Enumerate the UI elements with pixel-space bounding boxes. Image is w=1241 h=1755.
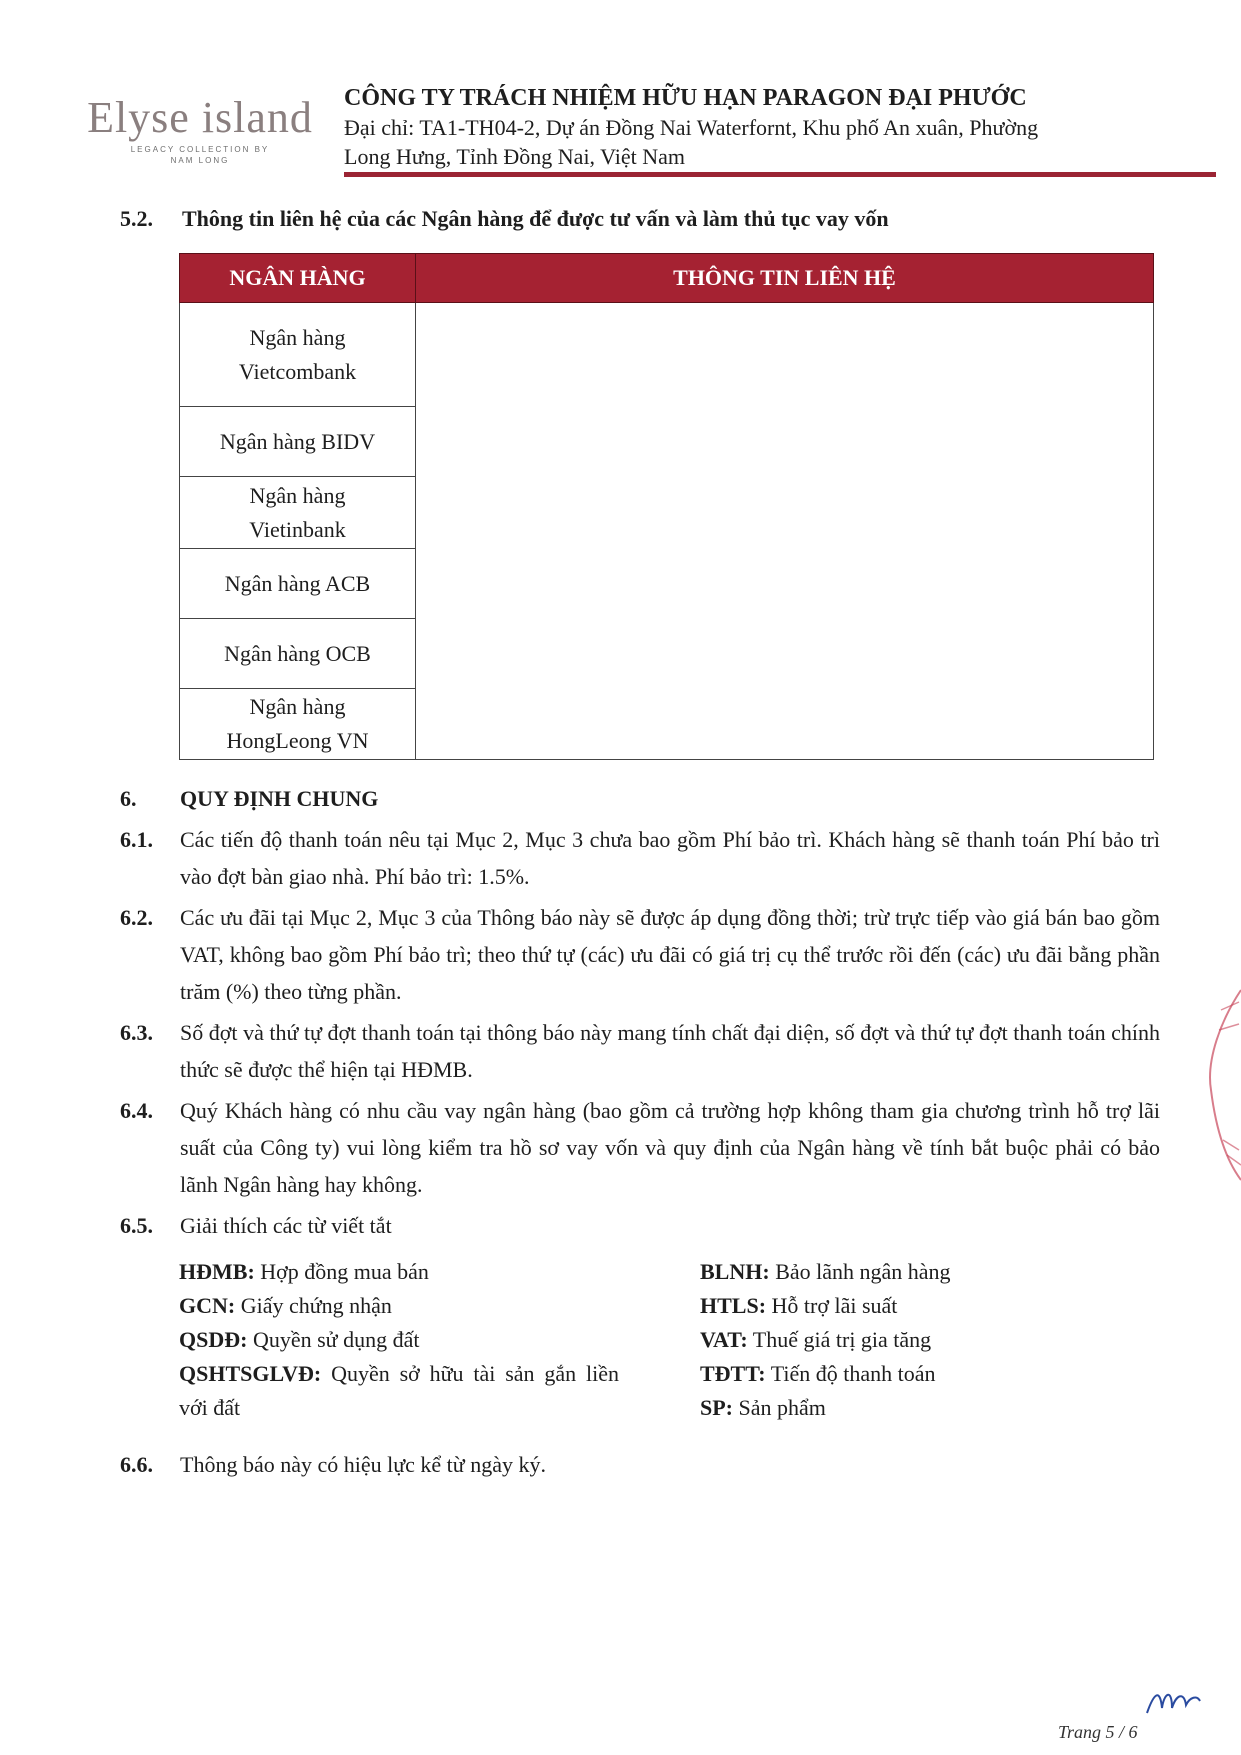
- item-text: Số đợt và thứ tự đợt thanh toán tại thông báo này mang tính chất đại diện, số đợt và thứ tự đợt thanh toán chính thức sẽ được thể hiện tại HĐMB.: [180, 1020, 1160, 1082]
- section-6-heading: [120, 780, 1160, 817]
- bank-name: Ngân hàng Vietcombank: [238, 324, 357, 384]
- item-number: 6.3.: [120, 1020, 153, 1045]
- item-text: Các tiến độ thanh toán nêu tại Mục 2, Mục 3 chưa bao gồm Phí bảo trì. Khách hàng sẽ thanh toán Phí bảo trì vào đợt bàn giao nhà. Phí bảo trì: 1.5%.: [180, 827, 1160, 889]
- contact-cell: [416, 303, 1154, 760]
- bank-cell: [180, 549, 416, 619]
- item-number: 6.4.: [120, 1098, 153, 1123]
- logo-subtitle: [80, 144, 320, 166]
- initials-signature: [1142, 1683, 1202, 1723]
- item-number: 6.2.: [120, 905, 153, 930]
- column-header-contact: THÔNG TIN LIÊN HỆ: [416, 254, 1154, 303]
- bank-contact-table: [179, 253, 1154, 760]
- company-name: CÔNG TY TRÁCH NHIỆM HỮU HẠN PARAGON ĐẠI PHƯỚC: [344, 85, 1027, 111]
- abbreviation-row: HTLS: Hỗ trợ lãi suất: [700, 1293, 898, 1318]
- section-number: 5.2.: [120, 206, 153, 231]
- item-text: Thông báo này có hiệu lực kể từ ngày ký.: [180, 1452, 546, 1477]
- list-item: [120, 1014, 1160, 1088]
- item-text: Quý Khách hàng có nhu cầu vay ngân hàng (bao gồm cả trường hợp không tham gia chương trình hỗ trợ lãi suất của Công ty) vui lòng kiểm tra hồ sơ vay vốn và quy định của Ngân hàng về tính bắt buộc phải có bảo lãnh Ngân hàng hay không.: [180, 1098, 1160, 1197]
- section-6: [120, 780, 1160, 1248]
- abbreviation-row: GCN: Giấy chứng nhận: [179, 1293, 392, 1318]
- column-header-bank: NGÂN HÀNG: [180, 254, 416, 303]
- logo-subtitle-line2: NAM LONG: [170, 156, 230, 165]
- list-item: [120, 1092, 1160, 1203]
- bank-name: Ngân hàng ACB: [224, 570, 371, 596]
- abbreviation-row: BLNH: Bảo lãnh ngân hàng: [700, 1259, 951, 1284]
- bank-name: Ngân hàng BIDV: [219, 428, 376, 454]
- list-item: [120, 1207, 1160, 1244]
- section-6-final: [120, 1446, 1160, 1487]
- brand-logo: [80, 93, 320, 166]
- abbreviation-row: HĐMB: Hợp đồng mua bán: [179, 1259, 429, 1284]
- abbreviation-column-left: [179, 1255, 619, 1425]
- bank-cell: [180, 689, 416, 760]
- header-divider: [344, 172, 1216, 177]
- item-text: Giải thích các từ viết tắt: [180, 1213, 392, 1238]
- table-header-row: [180, 254, 1154, 303]
- logo-subtitle-line1: LEGACY COLLECTION BY: [130, 145, 270, 154]
- company-header: [344, 84, 1164, 171]
- company-address-line2: Long Hưng, Tỉnh Đồng Nai, Việt Nam: [344, 144, 685, 169]
- abbreviation-row: QSDĐ: Quyền sử dụng đất: [179, 1327, 420, 1352]
- abbreviation-row: QSHTSGLVĐ: Quyền sở hữu tài sản gắn liền với đất: [179, 1361, 619, 1420]
- bank-cell: [180, 477, 416, 549]
- bank-cell: [180, 407, 416, 477]
- abbreviation-row: TĐTT: Tiến độ thanh toán: [700, 1361, 936, 1386]
- stamp-mark: [1181, 980, 1241, 1190]
- bank-name: Ngân hàng OCB: [224, 640, 371, 666]
- page-number: Trang 5 / 6: [1058, 1722, 1138, 1742]
- abbreviation-column-right: [700, 1255, 1080, 1425]
- logo-wordmark: Elyse island: [87, 93, 313, 142]
- item-number: 6.1.: [120, 827, 153, 852]
- list-item: [120, 899, 1160, 1010]
- section-title: QUY ĐỊNH CHUNG: [180, 786, 379, 811]
- bank-name: Ngân hàng Vietinbank: [249, 482, 346, 542]
- abbreviation-row: SP: Sản phẩm: [700, 1395, 826, 1420]
- bank-name: Ngân hàng HongLeong VN: [226, 694, 369, 753]
- section-title: Thông tin liên hệ của các Ngân hàng để được tư vấn và làm thủ tục vay vốn: [182, 206, 889, 231]
- bank-cell: [180, 303, 416, 407]
- item-number: 6.6.: [120, 1452, 153, 1477]
- company-address-line1: Đại chỉ: TA1-TH04-2, Dự án Đồng Nai Waterfornt, Khu phố An xuân, Phường: [344, 115, 1039, 140]
- item-number: 6.5.: [120, 1213, 153, 1238]
- section-5-2-heading: [120, 206, 889, 232]
- section-number: 6.: [120, 786, 137, 811]
- table-row: [180, 303, 1154, 407]
- list-item: [120, 1446, 1160, 1483]
- abbreviation-row: VAT: Thuế giá trị gia tăng: [700, 1327, 932, 1352]
- bank-cell: [180, 619, 416, 689]
- list-item: [120, 821, 1160, 895]
- item-text: Các ưu đãi tại Mục 2, Mục 3 của Thông báo này sẽ được áp dụng đồng thời; trừ trực tiếp vào giá bán bao gồm VAT, không bao gồm Phí bảo trì; theo thứ tự (các) ưu đãi có giá trị cụ thể trước rồi đến (các) ưu đãi bằng phần trăm (%) theo từng phần.: [180, 905, 1160, 1004]
